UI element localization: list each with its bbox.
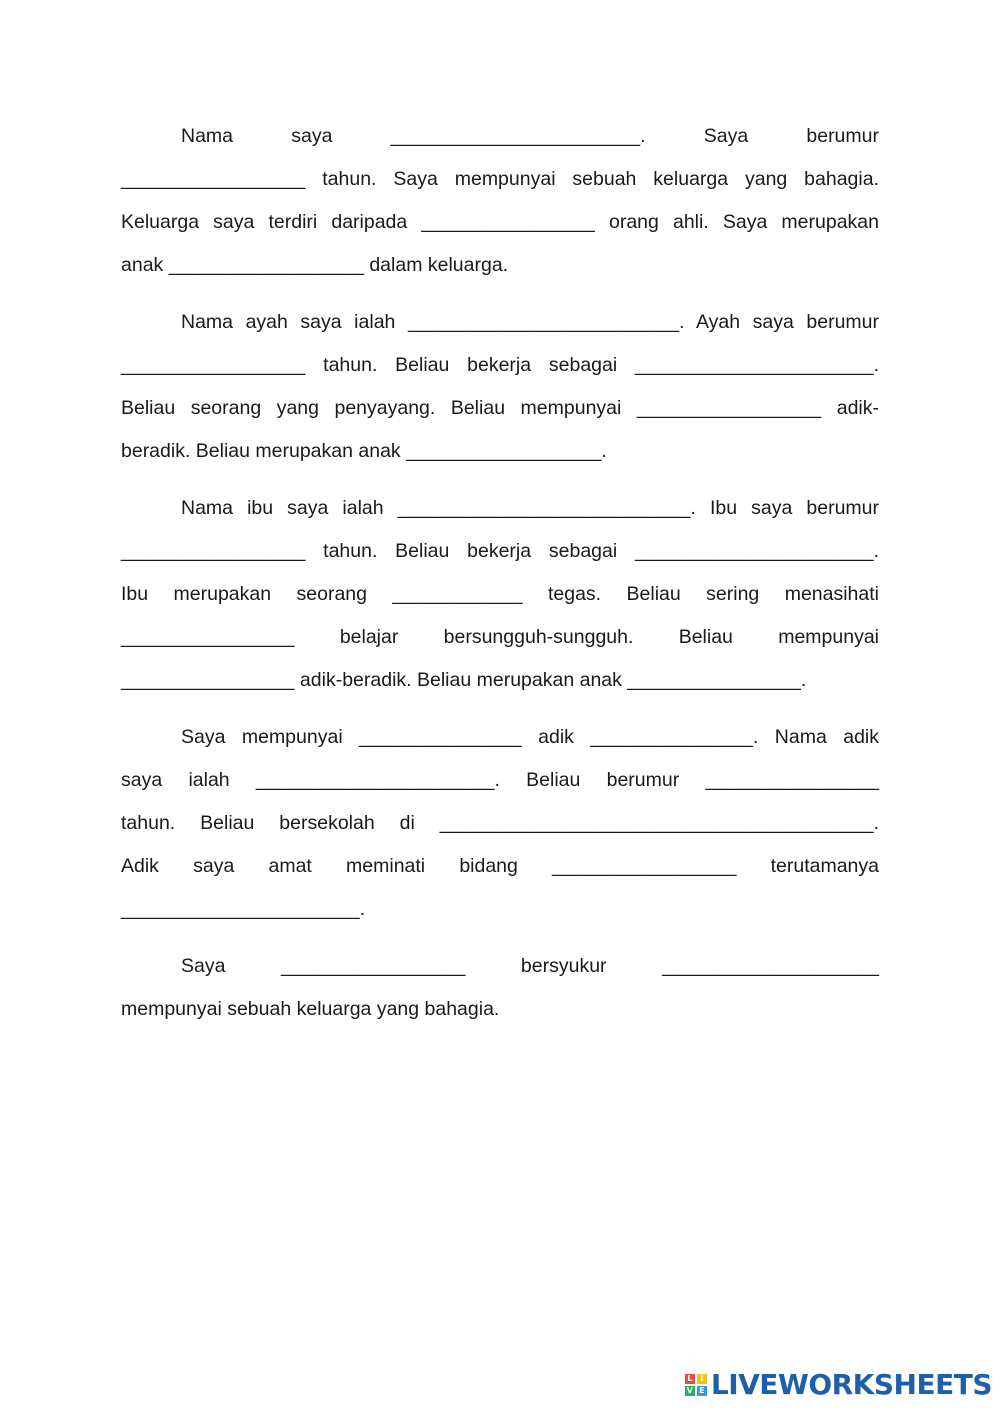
text-line: anak __________________ dalam keluarga. — [121, 254, 509, 276]
liveworksheets-logo — [685, 1368, 992, 1401]
text-line: _________________ tahun. Beliau bekerja sebagai ______________________. — [121, 354, 879, 376]
text-line: mempunyai sebuah keluarga yang bahagia. — [121, 998, 500, 1020]
text-line: saya ialah ______________________. Beliau berumur ________________ — [121, 769, 879, 791]
brand-name: LIVEWORKSHEETS — [710, 1368, 992, 1401]
paragraph-father — [121, 301, 879, 473]
logo-mark-icon — [685, 1374, 707, 1396]
text-line: tahun. Beliau bersekolah di ________________________________________. — [121, 812, 879, 834]
text-line: ________________ adik-beradik. Beliau merupakan anak ________________. — [121, 669, 807, 691]
logo-mark-letter: V — [686, 1385, 693, 1395]
text-line: Saya mempunyai _______________ adik _______________. Nama adik — [181, 726, 879, 748]
text-line: _________________ tahun. Saya mempunyai sebuah keluarga yang bahagia. — [121, 168, 879, 190]
text-line: Ibu merupakan seorang ____________ tegas. Beliau sering menasihati — [121, 583, 879, 605]
text-line: Saya _________________ bersyukur ____________________ — [181, 955, 879, 977]
text-line: Beliau seorang yang penyayang. Beliau mempunyai _________________ adik- — [121, 397, 879, 419]
paragraph-sibling — [121, 716, 879, 931]
text-line: Keluarga saya terdiri daripada ________________ orang ahli. Saya merupakan — [121, 211, 879, 233]
text-line: Nama ayah saya ialah _________________________. Ayah saya berumur — [181, 311, 879, 333]
text-line: Nama ibu saya ialah ___________________________. Ibu saya berumur — [181, 497, 879, 519]
text-line: _________________ tahun. Beliau bekerja sebagai ______________________. — [121, 540, 879, 562]
logo-mark-letter: E — [697, 1386, 707, 1396]
text-line: beradik. Beliau merupakan anak __________________. — [121, 440, 607, 462]
text-line: Nama saya _______________________. Saya berumur — [181, 125, 879, 147]
logo-mark-letter: I — [697, 1374, 707, 1384]
paragraph-mother — [121, 487, 879, 702]
paragraph-gratitude — [121, 945, 879, 1031]
text-line: ______________________. — [121, 898, 366, 920]
logo-mark-letter: L — [685, 1374, 695, 1384]
worksheet — [121, 115, 879, 1045]
text-line: Adik saya amat meminati bidang _________________ terutamanya — [121, 855, 879, 877]
text-line: ________________ belajar bersungguh-sungguh. Beliau mempunyai — [121, 626, 879, 648]
paragraph-about-me — [121, 115, 879, 287]
